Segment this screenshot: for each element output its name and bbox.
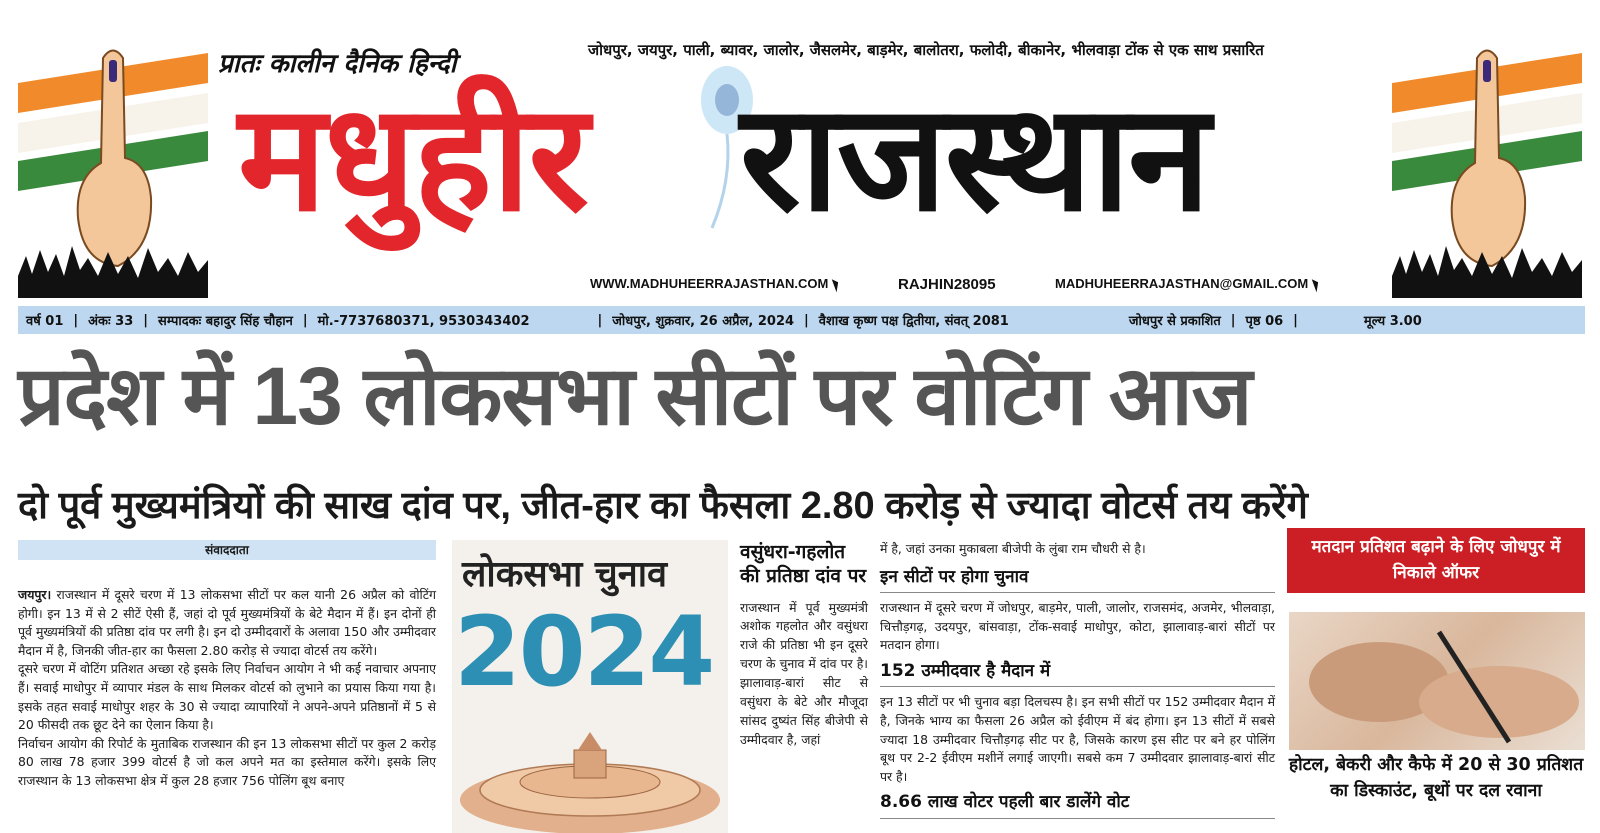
inked-finger-icon bbox=[1447, 38, 1527, 268]
distribution-regions: जोधपुर, जयपुर, पाली, ब्यावर, जालोर, जैसलमेर, बाड़मेर, बालोतरा, फलोदी, बीकानेर, भीलवाड़ा टोंक से एक साथ प्रसारित bbox=[588, 41, 1264, 59]
byline: संवाददाता bbox=[18, 540, 436, 560]
crowd-silhouette-icon bbox=[1392, 236, 1582, 298]
cursor-icon bbox=[832, 277, 841, 292]
editor-name: सम्पादकः बहादुर सिंह चौहान bbox=[158, 314, 293, 329]
brand-name-black: राजस्थान bbox=[740, 72, 1209, 244]
masthead-subtitle: प्रातः कालीन दैनिक हिन्दी bbox=[218, 49, 457, 79]
ink-marking-icon bbox=[1289, 612, 1585, 750]
issue-number: अंकः 33 bbox=[88, 314, 134, 329]
article-paragraph: राजस्थान में दूसरे चरण में जोधपुर, बाड़मेर, पाली, जालोर, राजसमंद, अजमेर, भीलवाड़ा, चित्तौड़गढ़, उदयपुर, बांसवाड़ा, टोंक-सवाई माधोपुर, कोटा, झालावाड़-बारां सीटों पर मतदान होगा। bbox=[880, 600, 1275, 653]
voter-hand-illustration-right bbox=[1392, 28, 1582, 298]
inked-finger-photo bbox=[1289, 612, 1585, 750]
section-heading: 8.66 लाख वोटर पहली बार डालेंगे वोट bbox=[880, 790, 1275, 819]
crowd-silhouette-icon bbox=[18, 236, 208, 298]
article-heading: वसुंधरा-गहलोत की प्रतिष्ठा दांव पर bbox=[740, 541, 867, 588]
brand-name-red: मधुहीर bbox=[238, 72, 587, 244]
article-paragraph: राजस्थान में पूर्व मुख्यमंत्री अशोक गहलोत और वसुंधरा राजे की प्रतिष्ठा भी इन दूसरे चरण के चुनाव में दांव पर है। झालावाड़-बारां सीट से वसुंधरा के बेटे और मौजूदा सांसद दुष्यंत सिंह बीजेपी से उम्मीदवार है, जहां bbox=[740, 599, 868, 747]
editor-mobile: मो.-7737680371, 9530343402 bbox=[317, 314, 530, 329]
article-paragraph: निर्वाचन आयोग की रिपोर्ट के मुताबिक राजस्थान की इन 13 लोकसभा सीटों पर कुल 2 करोड़ 80 लाख 78 हजार 399 वोटर्स है जो कल अपने मत का इस्तेमाल करेंगे। इसके लिए राजस्थान के 13 लोकसभा क्षेत्र में कुल 28 हजार 756 पोलिंग बूथ बनाए bbox=[18, 735, 436, 789]
email-link[interactable]: MADHUHEERRAJASTHAN@GMAIL.COM bbox=[1055, 276, 1319, 292]
page-number: पृष्ठ 06 bbox=[1245, 314, 1284, 329]
section-heading: इन सीटों पर होगा चुनाव bbox=[880, 565, 1275, 594]
article-paragraph: इन 13 सीटों पर भी चुनाव बड़ा दिलचस्प है। इन सभी सीटों पर 152 उम्मीदवार मैदान में है, जिनके भाग्य का फैसला 26 अप्रैल को ईवीएम में बंद होगा। इन 13 सीटों में सबसे ज्यादा 18 उम्मीदवार चित्तौड़गढ़ सीट पर है, जिसके कारण इस सीट पर बने हर पोलिंग बूथ पर 2-2 ईवीएम मशीनें लगाई जाएगी। सबसे कम 7 उम्मीदवार झालावाड़-बारां सीट पर है। bbox=[880, 694, 1275, 784]
issue-info-bar: वर्ष 01 | अंकः 33 | सम्पादकः बहादुर सिंह चौहान | मो.-7737680371, 9530343402 | जोधपुर, शुक्रवार, 26 अप्रैल, 2024 | वैशाख कृष्ण पक्ष द्वितीया, संवत् 2081 जोधपुर से प्रकाशित | पृष्ठ 06 | मूल्य 3.00 bbox=[18, 306, 1585, 334]
poster-title: लोकसभा चुनाव bbox=[462, 554, 668, 595]
issue-date: जोधपुर, शुक्रवार, 26 अप्रैल, 2024 bbox=[612, 314, 795, 329]
volume-year: वर्ष 01 bbox=[26, 314, 64, 329]
cursor-icon bbox=[1312, 277, 1321, 292]
registration-number: RAJHIN28095 bbox=[898, 276, 996, 293]
election-poster-image bbox=[452, 540, 728, 833]
website-link[interactable]: WWW.MADHUHEERRAJASTHAN.COM bbox=[590, 276, 839, 292]
parliament-building-icon bbox=[452, 720, 728, 833]
article-paragraph: में है, जहां उनका मुकाबला बीजेपी के लुंबा राम चौधरी से है। bbox=[880, 541, 1146, 556]
samvat-date: वैशाख कृष्ण पक्ष द्वितीया, संवत् 2081 bbox=[818, 314, 1009, 329]
inked-finger-icon bbox=[73, 38, 153, 268]
jodhpur-offer-box bbox=[1287, 528, 1585, 833]
voter-hand-illustration-left bbox=[18, 28, 208, 298]
seats-article bbox=[880, 540, 1275, 825]
lead-article bbox=[18, 540, 436, 791]
dateline: जयपुर। bbox=[18, 587, 52, 602]
sidebox-heading: मतदान प्रतिशत बढ़ाने के लिए जोधपुर में निकाले ऑफर bbox=[1287, 528, 1585, 593]
sidebox-caption: होटल, बेकरी और कैफे में 20 से 30 प्रतिशत का डिस्काउंट, बूथों पर दल रवाना bbox=[1288, 755, 1584, 802]
article-paragraph: दूसरे चरण में वोटिंग प्रतिशत अच्छा रहे इसके लिए निर्वाचन आयोग ने भी कई नवाचार अपनाए हैं। सवाई माधोपुर में व्यापार मंडल के साथ मिलकर वोटर्स को लुभाने का प्रयास किया गया है। इसके तहत सवाई माधोपुर शहर के 30 से ज्यादा व्यापारियों ने अपने-अपने प्रतिष्ठानों में 5 से 20 फीसदी तक छूट देने का ऐलान किया है। bbox=[18, 661, 436, 733]
gehlot-vasundhara-article bbox=[740, 540, 868, 749]
sub-headline: दो पूर्व मुख्यमंत्रियों की साख दांव पर, जीत-हार का फैसला 2.80 करोड़ से ज्यादा वोटर्स तय करेंगे bbox=[18, 485, 1308, 527]
masthead bbox=[0, 0, 1600, 300]
main-headline: प्रदेश में 13 लोकसभा सीटों पर वोटिंग आज bbox=[18, 351, 1252, 442]
poster-year: 2024 bbox=[454, 596, 714, 708]
published-from: जोधपुर से प्रकाशित bbox=[1128, 314, 1221, 329]
price: मूल्य 3.00 bbox=[1363, 314, 1422, 329]
section-heading: 152 उम्मीदवार है मैदान में bbox=[880, 659, 1275, 688]
article-paragraph: जयपुर। राजस्थान में दूसरे चरण में 13 लोकसभा सीटों पर कल यानी 26 अप्रैल को वोटिंग होगी। इन 13 में से 2 सीटें ऐसी हैं, जहां दो पूर्व मुख्यमंत्रियों के बेटे मैदान में हैं। इन दोनों ही पूर्व मुख्यमंत्रियों की प्रतिष्ठा दांव पर लगी है। इन दो उम्मीदवारों के अलावा 150 और उम्मीदवार मैदान में है, जिनकी जीत-हार का फैसला 2.80 करोड़ से ज्यादा वोटर्स तय करेंगे। bbox=[18, 587, 436, 658]
